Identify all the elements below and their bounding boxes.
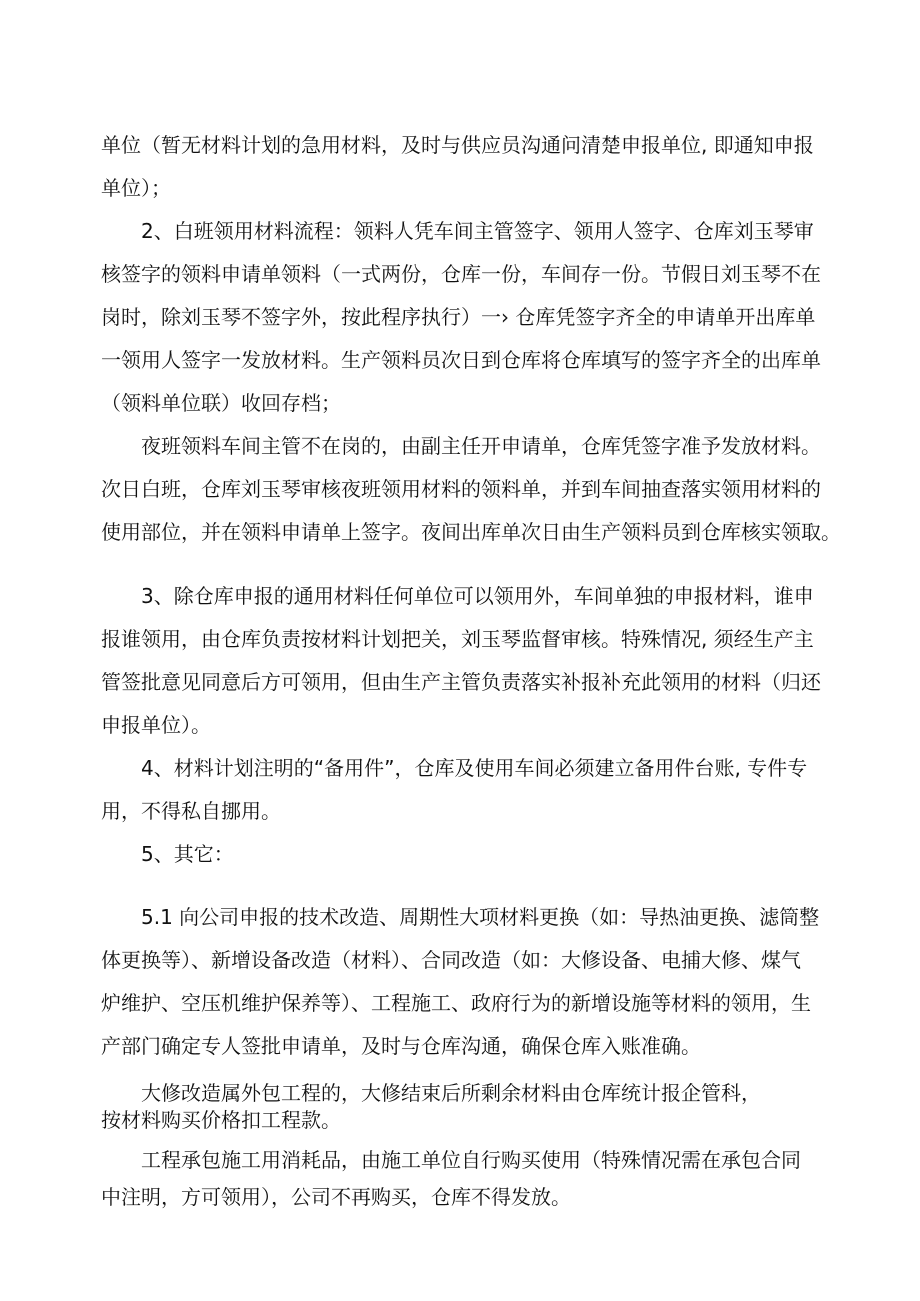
text-line: 4、材料计划注明的“备用件”，仓库及使用车间必须建立备用件台账, 专件专 bbox=[141, 756, 808, 780]
text-line: 3、除仓库申报的通用材料任何单位可以领用外，车间单独的申报材料，谁申 bbox=[141, 584, 814, 608]
text-line: 工程承包施工用消耗品，由施工单位自行购买使用（特殊情况需在承包合同 bbox=[141, 1148, 801, 1172]
text-line: 一领用人签字一发放材料。生产领料员次日到仓库将仓库填写的签字齐全的出库单 bbox=[101, 348, 821, 372]
text-line: 单位）； bbox=[101, 176, 171, 200]
text-line: 产部门确定专人签批申请单，及时与仓库沟通，确保仓库入账准确。 bbox=[101, 1034, 701, 1058]
text-line: 单位（暂无材料计划的急用材料，及时与供应员沟通问清楚申报单位, 即通知申报 bbox=[101, 133, 814, 157]
text-line: 5、其它： bbox=[141, 842, 234, 866]
text-line: 大修改造属外包工程的，大修结束后所剩余材料由仓库统计报企管科， bbox=[141, 1081, 761, 1105]
text-line: 用，不得私自挪用。 bbox=[101, 799, 281, 823]
text-line: 核签字的领料申请单领料（一式两份，仓库一份，车间存一份。节假日刘玉琴不在 bbox=[101, 262, 821, 286]
text-line: 岗时，除刘玉琴不签字外，按此程序执行）一› 仓库凭签字齐全的申请单开出库单 bbox=[101, 305, 816, 329]
text-line: 炉维护、空压机维护保养等）、工程施工、政府行为的新增设施等材料的领用，生 bbox=[101, 991, 811, 1015]
text-line: 使用部位，并在领料申请单上签字。夜间出库单次日由生产领料员到仓库核实领取。 bbox=[101, 520, 841, 544]
text-line: 申报单位）。 bbox=[101, 713, 211, 737]
text-line: 2、白班领用材料流程：领料人凭车间主管签字、领用人签字、仓库刘玉琴审 bbox=[141, 219, 814, 243]
text-line: 按材料购买价格扣工程款。 bbox=[101, 1108, 341, 1132]
text-line: 体更换等）、新增设备改造（材料）、合同改造（如：大修设备、电捕大修、煤气 bbox=[101, 948, 801, 972]
text-line: （领料单位联）收回存档； bbox=[101, 391, 341, 415]
text-line: 管签批意见同意后方可领用，但由生产主管负责落实补报补充此领用的材料（归还 bbox=[101, 670, 821, 694]
text-line: 次日白班，仓库刘玉琴审核夜班领用材料的领料单，并到车间抽查落实领用材料的 bbox=[101, 477, 821, 501]
text-line: 中注明，方可领用），公司不再购买，仓库不得发放。 bbox=[101, 1185, 571, 1209]
text-line: 夜班领料车间主管不在岗的，由副主任开申请单，仓库凭签字准予发放材料。 bbox=[141, 434, 821, 458]
text-line: 5.1 向公司申报的技术改造、周期性大项材料更换（如：导热油更换、滤筒整 bbox=[141, 905, 820, 929]
text-line: 报谁领用，由仓库负责按材料计划把关，刘玉琴监督审核。特殊情况, 须经生产主 bbox=[101, 627, 814, 651]
